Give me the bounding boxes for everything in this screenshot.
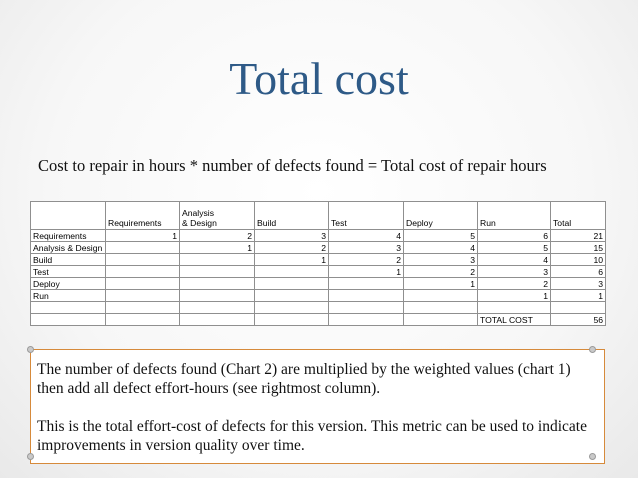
table-cell	[106, 266, 180, 278]
column-header: Requirements	[106, 202, 180, 230]
table-cell	[106, 314, 180, 326]
table-cell: 1	[106, 230, 180, 242]
table-cell: 6	[478, 230, 551, 242]
table-cell: 6	[551, 266, 606, 278]
table-row	[31, 302, 606, 314]
table-cell	[329, 278, 404, 290]
table-cell: Requirements	[31, 230, 106, 242]
table-cell	[329, 290, 404, 302]
table-cell: 3	[478, 266, 551, 278]
table-cell: 1	[255, 254, 329, 266]
table-cell: Run	[31, 290, 106, 302]
table-cell: 3	[329, 242, 404, 254]
table-cell	[255, 266, 329, 278]
table-cell	[255, 302, 329, 314]
table-cell: 21	[551, 230, 606, 242]
table-row	[31, 266, 606, 278]
column-header: Build	[255, 202, 329, 230]
table-cell	[31, 302, 106, 314]
table-cell: Build	[31, 254, 106, 266]
table-cell: 3	[404, 254, 478, 266]
table-row	[31, 290, 606, 302]
table-cell: 4	[478, 254, 551, 266]
table-cell	[180, 290, 255, 302]
table-header-row	[31, 202, 606, 230]
resize-handle-top-left[interactable]	[27, 346, 34, 353]
column-header: Run	[478, 202, 551, 230]
table-cell	[180, 266, 255, 278]
table-cell: 3	[551, 278, 606, 290]
table-row	[31, 242, 606, 254]
table-row	[31, 254, 606, 266]
table-row	[31, 230, 606, 242]
table-cell: 2	[255, 242, 329, 254]
table-cell	[180, 254, 255, 266]
table-cell: 56	[551, 314, 606, 326]
table-cell	[255, 290, 329, 302]
table-cell	[106, 254, 180, 266]
table-cell: 15	[551, 242, 606, 254]
slide-title: Total cost	[229, 53, 409, 104]
table-cell	[404, 314, 478, 326]
table-cell	[255, 278, 329, 290]
resize-handle-bottom-left[interactable]	[27, 453, 34, 460]
table-cell	[106, 290, 180, 302]
table-cell	[329, 302, 404, 314]
explanation-textbox[interactable]	[30, 349, 605, 464]
table-cell	[551, 302, 606, 314]
table-cell: 1	[329, 266, 404, 278]
table-cell	[255, 314, 329, 326]
table-cell	[404, 302, 478, 314]
table-cell	[404, 290, 478, 302]
table-cell: 3	[255, 230, 329, 242]
table-cell: 1	[404, 278, 478, 290]
column-header: Test	[329, 202, 404, 230]
table-cell: Deploy	[31, 278, 106, 290]
slide-subtitle: Cost to repair in hours * number of defects found = Total cost of repair hours	[38, 156, 547, 175]
table-cell: 4	[404, 242, 478, 254]
table-cell	[180, 314, 255, 326]
column-header: Analysis & Design	[180, 202, 255, 230]
table-cell	[478, 302, 551, 314]
column-header: Total	[551, 202, 606, 230]
table-cell: 2	[478, 278, 551, 290]
table-cell: TOTAL COST	[478, 314, 551, 326]
table-cell: 1	[478, 290, 551, 302]
table-cell: 1	[180, 242, 255, 254]
column-header: Deploy	[404, 202, 478, 230]
table-cell	[180, 302, 255, 314]
table-cell: 2	[329, 254, 404, 266]
table-cell: 5	[478, 242, 551, 254]
table-cell	[31, 314, 106, 326]
table-cell: 1	[551, 290, 606, 302]
table-cell: 2	[404, 266, 478, 278]
table-row	[31, 314, 606, 326]
explanation-paragraph-1: The number of defects found (Chart 2) are multiplied by the weighted values (chart 1) then add all defect effort-hours (see rightmost column).	[37, 361, 571, 397]
table-cell	[329, 314, 404, 326]
table-cell	[180, 278, 255, 290]
column-header	[31, 202, 106, 230]
table-cell	[106, 278, 180, 290]
table-cell: 4	[329, 230, 404, 242]
explanation-paragraph-2: This is the total effort-cost of defects for this version. This metric can be used to indicate improvements in version quality over time.	[37, 418, 587, 454]
table-cell: 5	[404, 230, 478, 242]
table-cell: Analysis & Design	[31, 242, 106, 254]
resize-handle-bottom-right[interactable]	[589, 453, 596, 460]
table-row	[31, 278, 606, 290]
cost-table	[30, 201, 606, 326]
table-cell: Test	[31, 266, 106, 278]
table-cell	[106, 242, 180, 254]
table-cell: 10	[551, 254, 606, 266]
table-cell	[106, 302, 180, 314]
resize-handle-top-right[interactable]	[589, 346, 596, 353]
table-cell: 2	[180, 230, 255, 242]
